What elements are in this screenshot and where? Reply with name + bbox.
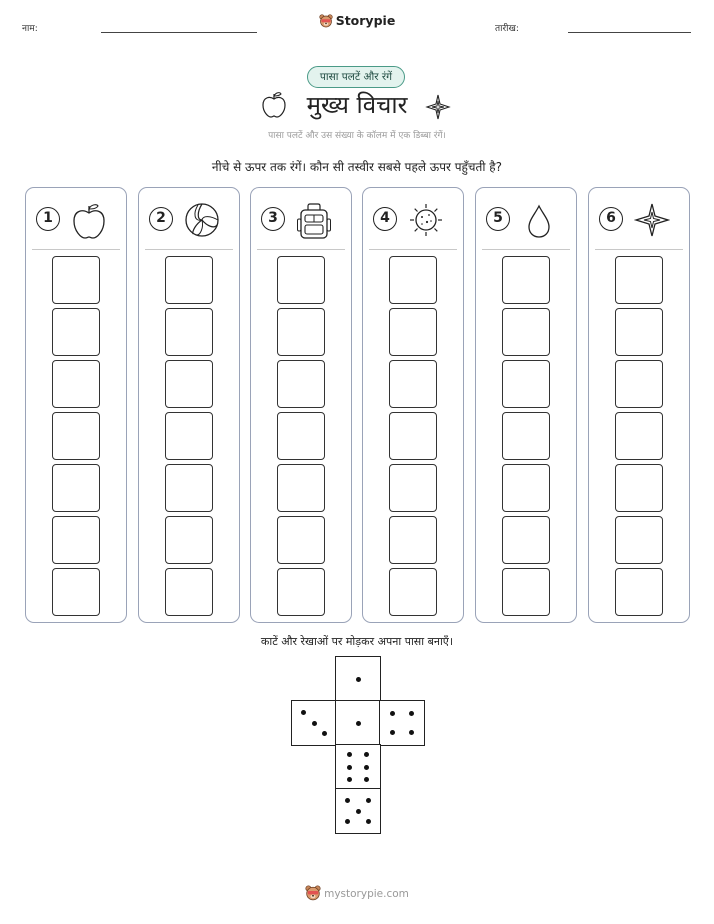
column-divider (257, 249, 345, 250)
column-number: 1 (36, 207, 60, 231)
column-divider (145, 249, 233, 250)
color-box[interactable] (615, 256, 663, 304)
dice-pip (356, 809, 361, 814)
sparkle-icon (634, 202, 670, 242)
brand-logo (0, 13, 714, 31)
color-box[interactable] (165, 412, 213, 460)
dice-pip (356, 677, 361, 682)
dice-pip (364, 765, 369, 770)
name-line[interactable] (101, 32, 257, 33)
color-box[interactable] (52, 412, 100, 460)
bear-icon (305, 885, 321, 904)
column-number: 3 (261, 207, 285, 231)
column-number: 5 (486, 207, 510, 231)
drop-icon (521, 202, 557, 244)
color-box[interactable] (277, 568, 325, 616)
color-box[interactable] (502, 516, 550, 564)
color-box[interactable] (52, 308, 100, 356)
color-box[interactable] (389, 360, 437, 408)
column-1 (25, 187, 127, 623)
dice-pip (347, 777, 352, 782)
sun-icon (408, 202, 444, 242)
color-box[interactable] (52, 568, 100, 616)
color-box[interactable] (52, 360, 100, 408)
dice-pip (345, 819, 350, 824)
column-number: 6 (599, 207, 623, 231)
color-box[interactable] (502, 360, 550, 408)
color-box[interactable] (277, 464, 325, 512)
column-header (589, 202, 689, 238)
dice-face (335, 788, 381, 834)
color-box[interactable] (165, 568, 213, 616)
column-number: 4 (373, 207, 397, 231)
color-box[interactable] (615, 360, 663, 408)
dice-pip (366, 798, 371, 803)
color-box[interactable] (165, 360, 213, 408)
color-box[interactable] (502, 412, 550, 460)
dice-pip (356, 721, 361, 726)
column-header (363, 202, 463, 238)
color-box[interactable] (615, 568, 663, 616)
footer-url: mystorypie.com (324, 888, 409, 900)
column-5 (475, 187, 577, 623)
instruction-text: नीचे से ऊपर तक रंगें। कौन सी तस्वीर सबसे पहले ऊपर पहुँचती है? (211, 160, 503, 174)
dice-pip (390, 730, 395, 735)
apple-icon (71, 202, 107, 244)
color-box[interactable] (615, 308, 663, 356)
color-box[interactable] (277, 516, 325, 564)
dice-pip (409, 711, 414, 716)
column-6 (588, 187, 690, 623)
color-box[interactable] (615, 516, 663, 564)
color-box[interactable] (389, 412, 437, 460)
dice-face (335, 700, 381, 746)
date-label: तारीख: (495, 24, 519, 34)
column-divider (482, 249, 570, 250)
column-3 (250, 187, 352, 623)
brand-name: Storypie (335, 13, 396, 28)
dice-pip (312, 721, 317, 726)
dice-pip (301, 710, 306, 715)
column-header (139, 202, 239, 238)
color-box[interactable] (389, 568, 437, 616)
cut-instruction: काटें और रेखाओं पर मोड़कर अपना पासा बनाएँ। (260, 635, 454, 648)
color-box[interactable] (165, 308, 213, 356)
color-box[interactable] (165, 464, 213, 512)
color-box[interactable] (502, 568, 550, 616)
subtitle: पासा पलटें और उस संख्या के कॉलम में एक डिब्बा रंगें। (268, 131, 446, 141)
color-box[interactable] (389, 308, 437, 356)
page-title: मुख्य विचार (306, 91, 408, 119)
color-box[interactable] (277, 360, 325, 408)
color-box[interactable] (502, 256, 550, 304)
color-box[interactable] (52, 256, 100, 304)
dice-pip (347, 752, 352, 757)
name-label: नाम: (22, 24, 38, 34)
backpack-icon (296, 202, 332, 244)
color-box[interactable] (52, 516, 100, 564)
column-divider (369, 249, 457, 250)
dice-face (335, 656, 381, 702)
column-divider (595, 249, 683, 250)
bear-icon (319, 14, 333, 31)
color-box[interactable] (277, 256, 325, 304)
sparkle-icon (425, 94, 451, 124)
color-box[interactable] (165, 516, 213, 564)
column-divider (32, 249, 120, 250)
column-header (476, 202, 576, 238)
color-box[interactable] (52, 464, 100, 512)
footer (0, 885, 714, 904)
dice-pip (390, 711, 395, 716)
color-box[interactable] (502, 464, 550, 512)
dice-pip (345, 798, 350, 803)
dice-pip (322, 731, 327, 736)
color-box[interactable] (389, 516, 437, 564)
dice-pip (364, 777, 369, 782)
color-box[interactable] (277, 412, 325, 460)
date-line[interactable] (568, 32, 691, 33)
column-header (251, 202, 351, 238)
color-box[interactable] (389, 256, 437, 304)
dice-pip (364, 752, 369, 757)
dice-face (379, 700, 425, 746)
volleyball-icon (184, 202, 220, 242)
color-box[interactable] (615, 412, 663, 460)
dice-pip (409, 730, 414, 735)
column-4 (362, 187, 464, 623)
dice-pip (366, 819, 371, 824)
column-2 (138, 187, 240, 623)
color-box[interactable] (389, 464, 437, 512)
dice-pip (347, 765, 352, 770)
color-box[interactable] (615, 464, 663, 512)
column-number: 2 (149, 207, 173, 231)
color-box[interactable] (502, 308, 550, 356)
activity-tag: पासा पलटें और रंगें (307, 66, 405, 88)
dice-face (335, 744, 381, 790)
color-box[interactable] (277, 308, 325, 356)
color-box[interactable] (165, 256, 213, 304)
dice-face (291, 700, 337, 746)
column-header (26, 202, 126, 238)
